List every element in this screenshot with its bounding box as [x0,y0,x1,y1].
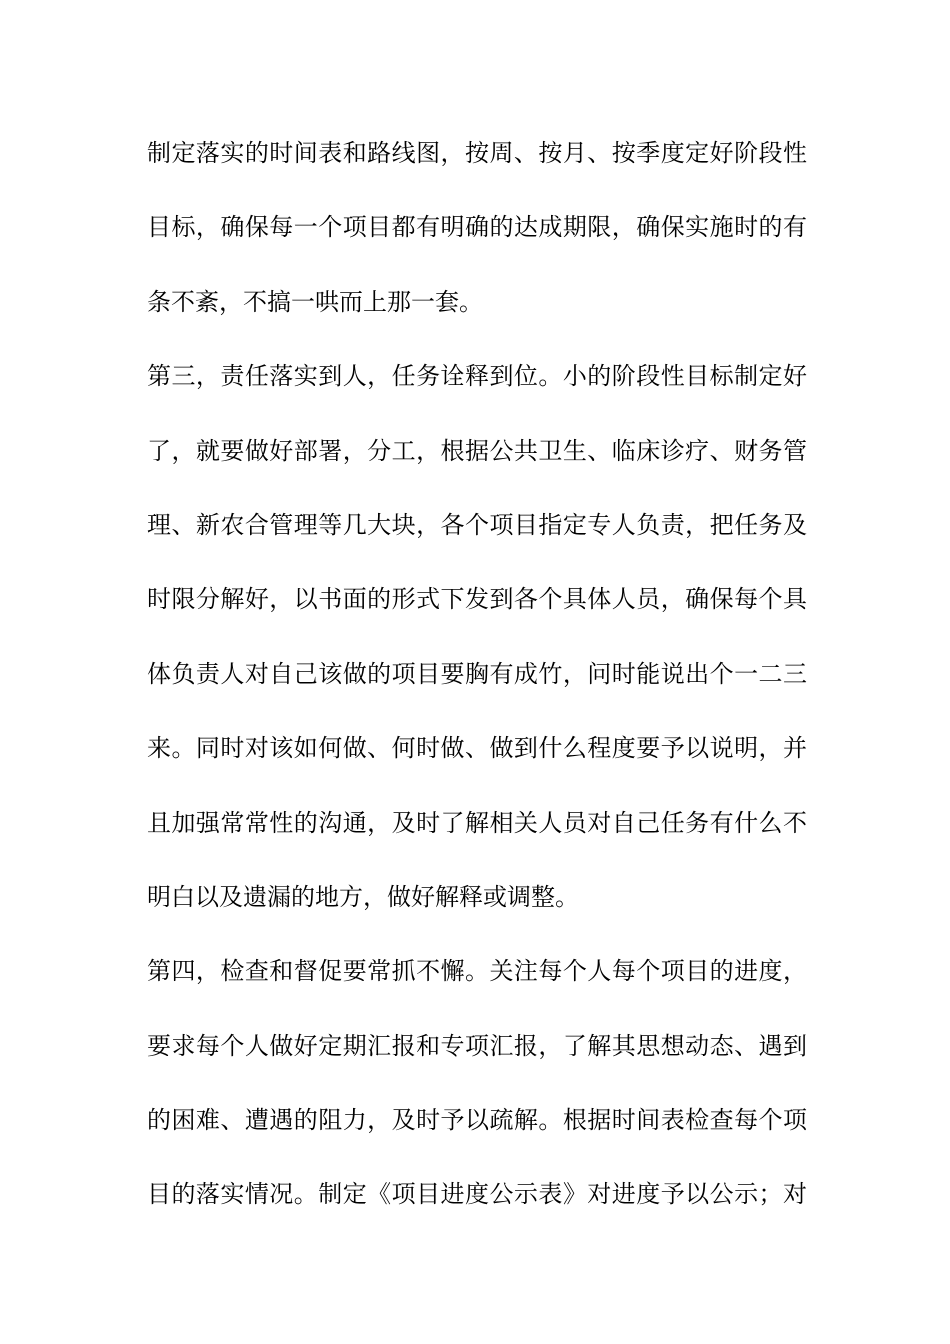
text-line: 理、新农合管理等几大块，各个项目指定专人负责，把任务及 [147,510,807,539]
body-text [147,126,807,1242]
text-line: 要求每个人做好定期汇报和专项汇报，了解其思想动态、遇到 [147,1031,807,1060]
text-line: 目的落实情况。制定《项目进度公示表》对进度予以公示；对 [147,1180,807,1209]
text-line: 第四，检查和督促要常抓不懈。关注每个人每个项目的进度， [147,957,807,986]
text-line: 体负责人对自己该做的项目要胸有成竹，问时能说出个一二三 [147,659,807,688]
text-line: 了，就要做好部署，分工，根据公共卫生、临床诊疗、财务管 [147,436,807,465]
text-line: 条不紊，不搞一哄而上那一套。 [147,287,483,316]
text-line: 来。同时对该如何做、何时做、做到什么程度要予以说明，并 [147,734,807,763]
text-line: 明白以及遗漏的地方，做好解释或调整。 [147,882,579,911]
text-line: 目标，确保每一个项目都有明确的达成期限，确保实施时的有 [147,213,807,242]
text-line: 的困难、遭遇的阻力，及时予以疏解。根据时间表检查每个项 [147,1106,807,1135]
text-line: 时限分解好，以书面的形式下发到各个具体人员，确保每个具 [147,585,807,614]
text-line: 制定落实的时间表和路线图，按周、按月、按季度定好阶段性 [147,139,807,167]
text-line: 且加强常常性的沟通，及时了解相关人员对自己任务有什么不 [147,808,807,837]
text-line: 第三，责任落实到人，任务诠释到位。小的阶段性目标制定好 [147,362,807,391]
